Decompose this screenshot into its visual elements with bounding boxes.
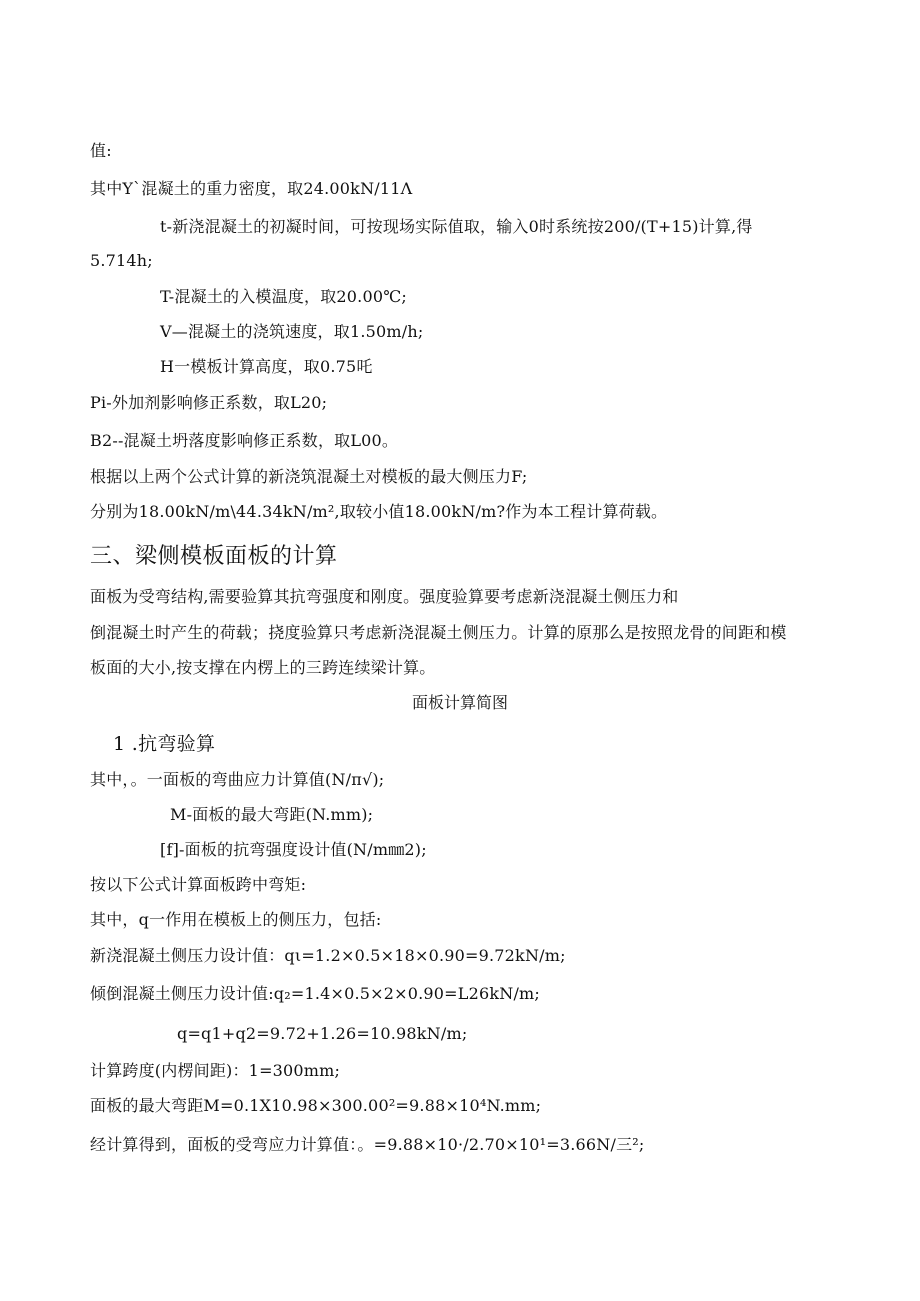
text-line-slump-factor: B2--混凝土坍落度影响修正系数，取L00。	[90, 431, 399, 450]
text-line-max-moment-def: M-面板的最大弯距(N.mm);	[170, 805, 374, 824]
text-line-gamma: 其中Y`混凝土的重力密度，取24.00kN/11Λ	[90, 179, 413, 198]
intro-line-2: 倒混凝土时产生的荷载；挠度验算只考虑新浇混凝土侧压力。计算的原那么是按照龙骨的间距和模	[90, 623, 787, 642]
text-line-value-label: 值:	[90, 141, 112, 160]
text-line-stress-result: 经计算得到，面板的受弯应力计算值：。=9.88×10·/2.70×10¹=3.66N/三²;	[90, 1135, 645, 1154]
figure-caption: 面板计算简图	[411, 693, 508, 712]
text-line-strength-def: [f]-面板的抗弯强度设计值(N/m㎜2);	[160, 840, 427, 859]
subsection-heading: 1 .抗弯验算	[113, 733, 216, 755]
intro-line-3: 板面的大小,按支撑在内楞上的三跨连续梁计算。	[90, 658, 436, 677]
text-line-span: 计算跨度(内楞间距)：1=300mm;	[90, 1061, 341, 1080]
text-line-initial-setting-time: t-新浇混凝土的初凝时间，可按现场实际值取，输入0时系统按200/(T+15)计算,得	[160, 217, 753, 236]
text-line-max-pressure: 根据以上两个公式计算的新浇筑混凝土对模板的最大侧压力F;	[90, 467, 528, 486]
section-heading: 三、梁侧模板面板的计算	[90, 544, 338, 569]
intro-line-1: 面板为受弯结构,需要验算其抗弯强度和刚度。强度验算要考虑新浇混凝土侧压力和	[90, 587, 679, 606]
text-line-q1: 新浇混凝土侧压力设计值：qι=1.2×0.5×18×0.90=9.72kN/m;	[90, 946, 566, 965]
text-line-q-def: 其中，q一作用在模板上的侧压力，包括:	[90, 910, 382, 929]
text-line-stress-symbol: 其中，。一面板的弯曲应力计算值(N/π√);	[90, 770, 385, 789]
text-line-pouring-speed: V—混凝土的浇筑速度，取1.50m/h;	[160, 322, 424, 341]
text-line-q2: 倾倒混凝土侧压力设计值:q₂=1.4×0.5×2×0.90=L26kN/m;	[90, 984, 541, 1003]
text-line-temperature: T-混凝土的入模温度，取20.00℃;	[160, 287, 407, 306]
text-line-height: H一模板计算高度，取0.75吒	[160, 357, 373, 376]
text-line-time-value: 5.714h;	[90, 251, 153, 270]
text-line-formula-intro: 按以下公式计算面板跨中弯矩:	[90, 875, 307, 894]
text-line-additive-factor: Pi-外加剂影响修正系数，取L20;	[90, 393, 328, 412]
text-line-max-moment: 面板的最大弯距M=0.1X10.98×300.00²=9.88×10⁴N.mm;	[90, 1096, 542, 1115]
text-line-q-total: q=q1+q2=9.72+1.26=10.98kN/m;	[177, 1024, 468, 1043]
text-line-design-load: 分别为18.00kN/m\44.34kN/m²,取较小值18.00kN/m?作为本工程计算荷载。	[90, 502, 668, 521]
